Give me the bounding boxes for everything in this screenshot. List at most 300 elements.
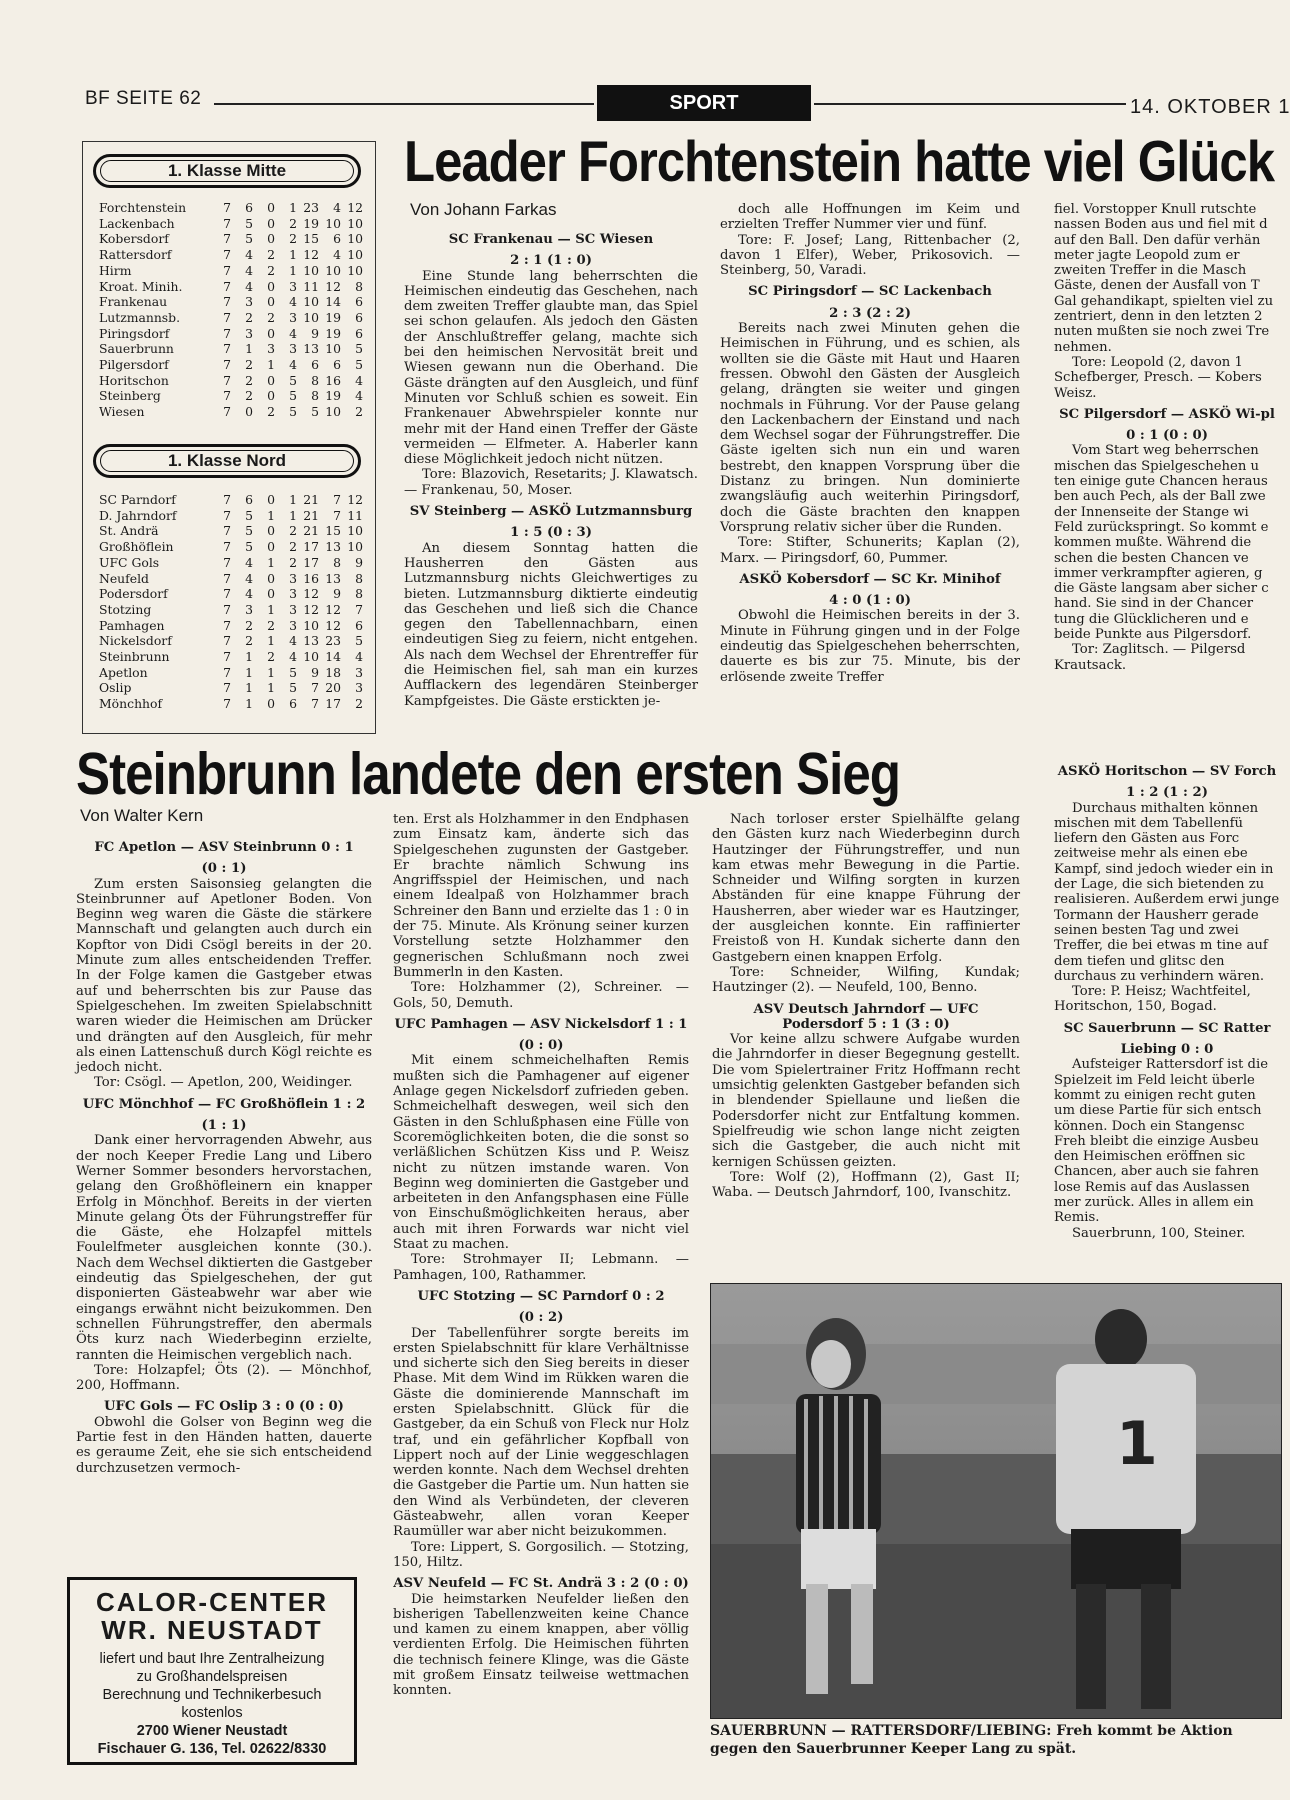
stat-cell: 7 xyxy=(223,294,231,310)
team-name: Mönchhof xyxy=(99,696,163,712)
table-row xyxy=(99,326,363,342)
match-title: ASV Neufeld — FC St. Andrä 3 : 2 (0 : 0) xyxy=(393,1576,689,1592)
paragraph: Obwohl die Golser von Beginn weg die Partie fest in den Händen hatten, dauerte es geraume Zeit, ehe sie sich entscheidend durchzusetzen vermoch- xyxy=(76,1414,372,1476)
stat-cell: 7 xyxy=(223,601,231,617)
scorers-line: Tore: Lippert, S. Gorgosilich. — Stotzing, 150, Hiltz. xyxy=(393,1539,689,1570)
stat-cell: 3 xyxy=(245,294,253,310)
stat-cell: 4 xyxy=(289,649,297,665)
paragraph: Vom Start weg beherrschen mischen das Spielgeschehen u ten einige gute Chancen heraus ben auch Pech, als der Ball zwe der Innenseite der Stange wi Feld zurückspringt. So kommt e kommen mußte. Während die schen die besten Chancen ve immer verkrampfter agieren, g die Gäste langsam aber sicher c hand. Sie sind in der Chancer tung die Glücklicheren und e beide Punkte aus Pilgersdorf. xyxy=(1054,443,1269,643)
stat-cell: 17 xyxy=(325,696,341,712)
paragraph: fiel. Vorstopper Knull rutschte nassen Boden aus und fiel mit d auf den Ball. Den dafür verhän meter jagte Leopold zum er zweiten Treffer in die Masch Gäste, denen der Ausfall von T Gal gehandikapt, spielten viel zu zentriert, denn in den letzten 2 nuten mußten sie noch zwei Tre nehmen. xyxy=(1054,202,1274,355)
stat-cell: 6 xyxy=(245,200,253,215)
table-row xyxy=(99,341,363,357)
table-row xyxy=(99,492,363,508)
article1-column3 xyxy=(1054,202,1280,673)
table-row xyxy=(99,665,363,681)
ad-title-1: CALOR-CENTER xyxy=(96,1587,328,1617)
stat-cell: 0 xyxy=(267,294,275,310)
stat-cell: 10 xyxy=(347,215,363,231)
stat-cell: 10 xyxy=(325,262,341,278)
stat-cell: 14 xyxy=(325,649,341,665)
page-number: BF SEITE 62 xyxy=(85,88,202,109)
table-row xyxy=(99,263,363,279)
jersey-number: 1 xyxy=(1116,1409,1158,1479)
stat-cell: 5 xyxy=(355,357,363,373)
match-title: 2 : 1 (1 : 0) xyxy=(510,253,592,269)
table-row xyxy=(99,357,363,373)
stat-cell: 7 xyxy=(223,200,231,215)
stat-cell: 12 xyxy=(325,617,341,633)
team-name: Rattersdorf xyxy=(99,247,172,263)
match-title: UFC Stotzing — SC Parndorf 0 : 2 xyxy=(417,1288,665,1304)
stat-cell: 0 xyxy=(267,200,275,215)
stat-cell: 1 xyxy=(267,633,275,649)
stat-cell: 20 xyxy=(325,680,341,696)
stat-cell: 4 xyxy=(245,570,253,586)
stat-cell: 3 xyxy=(289,586,297,602)
stat-cell: 6 xyxy=(355,617,363,633)
stat-cell: 6 xyxy=(333,357,341,373)
scorers-line: Tor: Csögl. — Apetlon, 200, Weidinger. xyxy=(94,1075,353,1091)
stat-cell: 7 xyxy=(223,372,231,388)
section-label-box xyxy=(597,85,811,121)
stat-cell: 1 xyxy=(289,200,297,215)
paragraph: Vor keine allzu schwere Aufgabe wurden die Jahrndorfer in dieser Begegnung gestellt. Die vom Spielertrainer Fritz Hoffmann recht umsichtig gelenkten Gastgeber befanden sich in blendender Spiellaune und ließen die Podersdorfer nicht zur Entfaltung kommen. Spielfreudig wie schon lange nicht zeigten sich die Gastgeber, die auch nicht mit kernigen Schüssen geizten. xyxy=(712,1032,1020,1170)
stat-cell: 16 xyxy=(325,372,341,388)
byline-kern: Von Walter Kern xyxy=(80,806,204,825)
team-name: UFC Gols xyxy=(99,554,160,570)
stat-cell: 1 xyxy=(267,601,275,617)
stat-cell: 1 xyxy=(289,247,297,263)
stat-cell: 19 xyxy=(325,388,341,404)
scorers-line: Tore: Blazovich, Resetarits; J. Klawatsch. — Frankenau, 50, Moser. xyxy=(404,467,698,498)
stat-cell: 8 xyxy=(311,388,319,404)
stat-cell: 4 xyxy=(355,372,363,388)
match-title: ASKÖ Kobersdorf — SC Kr. Minihof xyxy=(739,571,1001,587)
stat-cell: 7 xyxy=(311,696,319,712)
match-title: SC Piringsdorf — SC Lackenbach xyxy=(748,284,992,300)
stat-cell: 1 xyxy=(245,664,253,680)
article2-column1 xyxy=(76,834,372,1476)
stat-cell: 3 xyxy=(289,278,297,294)
stat-cell: 4 xyxy=(245,262,253,278)
stat-cell: 3 xyxy=(355,664,363,680)
headline-forchtenstein: Leader Forchtenstein hatte viel Glück xyxy=(404,129,1274,194)
stat-cell: 10 xyxy=(325,404,341,420)
scorers-line: Tore: F. Josef; Lang, Rittenbacher (2, davon 1 Elfer), Weber, Prikosovich. — Steinberg, 50, Varadi. xyxy=(720,232,1020,279)
team-name: Lutzmannsb. xyxy=(99,309,181,325)
scorers-line: Tore: Strohmayer II; Lebmann. — Pamhagen, 100, Rathammer. xyxy=(393,1252,689,1283)
stat-cell: 1 xyxy=(267,680,275,696)
stat-cell: 1 xyxy=(245,649,253,665)
paragraph: An diesem Sonntag hatten die Hausherren den Gästen aus Lutzmannsburg nichts Gleichwertiges zu bieten. Lutzmannsburg diktierte eindeutig das Geschehen und ließ sich die Chance gegen den Tabellennachbarn, einen eindeutigen Sieg zu feiern, nicht entgehen. Als nach dem Wechsel der Ehrentreffer für die Heimischen fiel, sah man ein kurzes Aufflackern des legendären Steinberger Kampfgeistes. Die Gäste erstickten je- xyxy=(404,540,698,709)
header-rule-left xyxy=(214,103,594,105)
stat-cell: 5 xyxy=(355,341,363,357)
stat-cell: 0 xyxy=(267,325,275,341)
stat-cell: 7 xyxy=(223,231,231,247)
table-row xyxy=(99,310,363,326)
paragraph: Bereits nach zwei Minuten gehen die Heimischen in Führung, und es schien, als wollten sie die Gäste mit Haut und Haaren fressen. Obwohl den Gästen der Ausgleich gelang, drängten sie weiter und gingen nochmals in Führung. Vor der Pause gelang den Lackenbachern der Einstand und nach dem Wechsel sogar der Führungstreffer. Die Gäste igelten sich nun ein und waren bestrebt, den knappen Vorsprung über die Distanz zu bringen. Nun dominierte zwangsläufig auch weiterhin Piringsdorf, doch die Gäste brachten den knappen Vorsprung relativ sicher über die Runden. xyxy=(720,321,1020,535)
match-title: SV Steinberg — ASKÖ Lutzmannsburg xyxy=(409,504,693,520)
match-title: 1 : 5 (0 : 3) xyxy=(510,525,592,541)
stat-cell: 7 xyxy=(223,492,231,507)
stat-cell: 2 xyxy=(245,633,253,649)
ad-text-2: zu Großhandelspreisen xyxy=(136,1669,288,1685)
stat-cell: 3 xyxy=(289,341,297,357)
paragraph: Eine Stunde lang beherrschten die Heimischen eindeutig das Geschehen, nach dem zweiten Treffer glaubte man, das Spiel sei schon gelaufen. Als jedoch den Gästen der Anschlußtreffer gelang, machte sich bei den heimischen Nervosität breit und Wiesen gewann nun die Oberhand. Die Gäste drängten auf den Ausgleich, und fünf Minuten vor Schluß schien es soweit. Ein Frankenauer Abwehrspieler konnte nur mehr mit der Hand einen Treffer der Gäste vermeiden — Elfmeter. A. Haberler kann diese Möglichkeit jedoch nicht nützen. xyxy=(404,268,698,468)
stat-cell: 4 xyxy=(245,278,253,294)
article1-column2 xyxy=(720,202,1020,685)
match-title: UFC Gols — FC Oslip 3 : 0 (0 : 0) xyxy=(104,1399,344,1415)
stat-cell: 0 xyxy=(245,404,253,420)
stat-cell: 0 xyxy=(267,586,275,602)
match-title: Liebing 0 : 0 xyxy=(1120,1042,1214,1058)
team-name: Forchtenstein xyxy=(99,200,187,215)
stat-cell: 0 xyxy=(267,570,275,586)
stat-cell: 7 xyxy=(311,680,319,696)
stat-cell: 11 xyxy=(303,278,319,294)
stat-cell: 5 xyxy=(245,539,253,555)
stat-cell: 7 xyxy=(223,309,231,325)
stat-cell: 6 xyxy=(333,231,341,247)
stat-cell: 1 xyxy=(267,554,275,570)
stat-cell: 7 xyxy=(223,696,231,712)
calor-center-ad xyxy=(67,1577,357,1765)
table-row xyxy=(99,602,363,618)
stat-cell: 1 xyxy=(245,341,253,357)
team-name: D. Jahrndorf xyxy=(99,507,177,523)
team-name: Horitschon xyxy=(99,372,169,388)
stat-cell: 3 xyxy=(289,617,297,633)
stat-cell: 4 xyxy=(333,247,341,263)
stat-cell: 2 xyxy=(267,649,275,665)
stat-cell: 1 xyxy=(267,664,275,680)
stat-cell: 2 xyxy=(267,617,275,633)
stat-cell: 9 xyxy=(311,664,319,680)
stat-cell: 2 xyxy=(355,696,363,712)
team-name: Wiesen xyxy=(99,404,145,420)
stat-cell: 3 xyxy=(355,680,363,696)
match-title: (1 : 1) xyxy=(201,1118,247,1134)
stat-cell: 7 xyxy=(223,523,231,539)
stat-cell: 1 xyxy=(289,262,297,278)
match-title: 4 : 0 (1 : 0) xyxy=(829,593,911,609)
stat-cell: 11 xyxy=(347,507,363,523)
scorers-line: Tore: Stifter, Schunerits; Kaplan (2), Marx. — Piringsdorf, 60, Pummer. xyxy=(720,535,1020,566)
stat-cell: 10 xyxy=(303,309,319,325)
stat-cell: 7 xyxy=(223,554,231,570)
stat-cell: 7 xyxy=(223,388,231,404)
stat-cell: 2 xyxy=(289,539,297,555)
stat-cell: 2 xyxy=(289,215,297,231)
stat-cell: 7 xyxy=(223,262,231,278)
stat-cell: 0 xyxy=(267,372,275,388)
stat-cell: 8 xyxy=(355,278,363,294)
match-photo xyxy=(710,1283,1282,1719)
table-row xyxy=(99,388,363,404)
stat-cell: 10 xyxy=(303,262,319,278)
table-title-nord: 1. Klasse Nord xyxy=(93,444,361,478)
team-name: Stotzing xyxy=(99,601,152,617)
stat-cell: 2 xyxy=(289,554,297,570)
stat-cell: 5 xyxy=(311,404,319,420)
stat-cell: 15 xyxy=(303,231,319,247)
match-title: ASKÖ Horitschon — SV Forch xyxy=(1057,764,1277,779)
stat-cell: 10 xyxy=(347,539,363,555)
stat-cell: 7 xyxy=(223,664,231,680)
article1-column1 xyxy=(404,226,698,709)
stat-cell: 5 xyxy=(289,664,297,680)
article2-column3 xyxy=(712,812,1020,1200)
table-row xyxy=(99,508,363,524)
stat-cell: 7 xyxy=(223,247,231,263)
match-title: UFC Pamhagen — ASV Nickelsdorf 1 : 1 xyxy=(394,1016,688,1032)
match-title: ASV Deutsch Jahrndorf — UFC Podersdorf 5 : 1 (3 : 0) xyxy=(753,1001,979,1032)
scorers-line: Tore: Holzhammer (2), Schreiner. — Gols, 50, Demuth. xyxy=(393,980,689,1011)
stat-cell: 7 xyxy=(223,617,231,633)
stat-cell: 1 xyxy=(267,357,275,373)
match-title: SC Sauerbrunn — SC Ratter xyxy=(1063,1020,1271,1036)
stat-cell: 5 xyxy=(289,404,297,420)
stat-cell: 1 xyxy=(289,507,297,523)
match-title: (0 : 2) xyxy=(518,1310,564,1326)
stat-cell: 23 xyxy=(325,633,341,649)
stat-cell: 7 xyxy=(223,680,231,696)
stat-cell: 2 xyxy=(267,404,275,420)
match-title: SC Pilgersdorf — ASKÖ Wi-pl xyxy=(1059,406,1275,422)
stat-cell: 16 xyxy=(303,570,319,586)
team-name: Apetlon xyxy=(99,664,148,680)
paragraph: Mit einem schmeichelhaften Remis mußten sich die Pamhagener auf eigener Anlage gegen Nickelsdorf zufrieden geben. Schmeichelhaft deswegen, weil sich den Gästen in den Schlußphasen eine Fülle von Scoremöglichkeiten boten, die die sonst so verläßlichen Schützen Kiss und P. Weisz nicht zu nützen imstande waren. Von Beginn weg dominierten die Gastgeber und arbeiteten in den Anfangsphasen eine Fülle von Einschußmöglichkeiten heraus, aber auch mit ihren Forwards war nicht viel Staat zu machen. xyxy=(393,1053,689,1253)
paragraph: Aufsteiger Rattersdorf ist die Spielzeit im Feld leicht überle kommt zu einigen recht guten um diese Partie für sich entsch können. Doch ein Stangensc Freh bleibt die einzige Ausbeu den Heimischen eröffnen sic Chancen, aber auch sie fahren lose Remis auf das Auslassen mer zurück. Alles in allem ein Remis. xyxy=(1054,1057,1268,1226)
stat-cell: 12 xyxy=(325,601,341,617)
stat-cell: 4 xyxy=(245,247,253,263)
stat-cell: 5 xyxy=(355,633,363,649)
stat-cell: 3 xyxy=(289,601,297,617)
stat-cell: 10 xyxy=(347,523,363,539)
issue-date: 14. OKTOBER 1 xyxy=(1130,96,1290,118)
stat-cell: 18 xyxy=(325,664,341,680)
stat-cell: 1 xyxy=(267,507,275,523)
team-name: Kroat. Minih. xyxy=(99,278,183,294)
team-name: Nickelsdorf xyxy=(99,633,172,649)
stat-cell: 3 xyxy=(245,601,253,617)
stat-cell: 8 xyxy=(333,554,341,570)
table-row xyxy=(99,279,363,295)
table-row xyxy=(99,247,363,263)
table-row xyxy=(99,539,363,555)
stat-cell: 4 xyxy=(355,388,363,404)
team-name: Hirm xyxy=(99,262,132,278)
team-name: Sauerbrunn xyxy=(99,341,174,357)
stat-cell: 21 xyxy=(303,507,319,523)
stat-cell: 12 xyxy=(303,247,319,263)
stat-cell: 0 xyxy=(267,388,275,404)
stat-cell: 10 xyxy=(347,247,363,263)
team-name: Großhöflein xyxy=(99,539,174,555)
headline-steinbrunn: Steinbrunn landete den ersten Sieg xyxy=(76,741,900,808)
stat-cell: 13 xyxy=(325,570,341,586)
stat-cell: 10 xyxy=(325,341,341,357)
table-row xyxy=(99,555,363,571)
stat-cell: 12 xyxy=(303,601,319,617)
stat-cell: 10 xyxy=(347,231,363,247)
stat-cell: 7 xyxy=(223,633,231,649)
ad-text-4: kostenlos xyxy=(181,1705,243,1721)
match-title: FC Apetlon — ASV Steinbrunn 0 : 1 xyxy=(94,840,354,855)
stat-cell: 14 xyxy=(325,294,341,310)
stat-cell: 5 xyxy=(289,372,297,388)
team-name: Pamhagen xyxy=(99,617,165,633)
stat-cell: 12 xyxy=(347,492,363,507)
stat-cell: 19 xyxy=(325,325,341,341)
match-title: SC Frankenau — SC Wiesen xyxy=(448,232,654,247)
ad-text-1: liefert und baut Ihre Zentralheizung xyxy=(99,1651,325,1667)
table-row xyxy=(99,571,363,587)
paragraph: Sauerbrunn, 100, Steiner. xyxy=(1072,1225,1246,1241)
stat-cell: 21 xyxy=(303,523,319,539)
stat-cell: 10 xyxy=(347,262,363,278)
table-row xyxy=(99,618,363,634)
stat-cell: 0 xyxy=(267,523,275,539)
standings-box xyxy=(82,141,376,734)
table-row xyxy=(99,586,363,602)
stat-cell: 3 xyxy=(289,570,297,586)
photo-illustration xyxy=(711,1284,1281,1718)
stat-cell: 9 xyxy=(355,554,363,570)
match-title: (0 : 1) xyxy=(201,861,247,877)
stat-cell: 6 xyxy=(245,492,253,507)
stat-cell: 4 xyxy=(289,357,297,373)
table-row xyxy=(99,294,363,310)
stat-cell: 7 xyxy=(223,586,231,602)
stat-cell: 17 xyxy=(303,539,319,555)
stat-cell: 7 xyxy=(223,357,231,373)
stat-cell: 2 xyxy=(267,247,275,263)
team-name: St. Andrä xyxy=(99,523,159,539)
stat-cell: 2 xyxy=(245,388,253,404)
table-row xyxy=(99,373,363,389)
photo-caption: SAUERBRUNN — RATTERSDORF/LIEBING: Freh kommt be Aktion gegen den Sauerbrunner Keeper Lang zu spät. xyxy=(710,1723,1233,1757)
stat-cell: 2 xyxy=(267,309,275,325)
match-title: UFC Mönchhof — FC Großhöflein 1 : 2 xyxy=(82,1096,366,1112)
stat-cell: 7 xyxy=(355,601,363,617)
stat-cell: 5 xyxy=(245,523,253,539)
table-row xyxy=(99,404,363,420)
stat-cell: 2 xyxy=(245,309,253,325)
stat-cell: 5 xyxy=(289,680,297,696)
stat-cell: 0 xyxy=(267,696,275,712)
stat-cell: 2 xyxy=(267,262,275,278)
stat-cell: 7 xyxy=(223,215,231,231)
stat-cell: 7 xyxy=(333,492,341,507)
stat-cell: 0 xyxy=(267,231,275,247)
paragraph: Der Tabellenführer sorgte bereits im ersten Spielabschnitt für klare Verhältnisse und sicherte sich den Sieg bereits in dieser Phase. Mit dem Wind im Rükken waren die Gäste die dominierende Mannschaft im ersten Spielabschnitt. Glück für die Gastgeber, da ein Schuß von Fleck nur Holz traf, und ein gefährlicher Kopfball von Lippert noch auf der Linie weggeschlagen werden konnte. Nach dem Wechsel drehten die Gastgeber die Partie um. Nun hatten sie den Wind als Verbündeten, der cleveren Gästeabwehr, allen voran Keeper Raumüller war aber nicht beizukommen. xyxy=(393,1325,689,1540)
team-name: Neufeld xyxy=(99,570,149,586)
table-row xyxy=(99,200,363,216)
stat-cell: 7 xyxy=(333,507,341,523)
article2-column4 xyxy=(1054,758,1280,1241)
match-title: (0 : 0) xyxy=(518,1038,564,1054)
stat-cell: 13 xyxy=(303,341,319,357)
stat-cell: 6 xyxy=(355,294,363,310)
stat-cell: 4 xyxy=(355,649,363,665)
stat-cell: 19 xyxy=(325,309,341,325)
table-row xyxy=(99,680,363,696)
table-row xyxy=(99,523,363,539)
team-name: Kobersdorf xyxy=(99,231,169,247)
stat-cell: 2 xyxy=(289,231,297,247)
stat-cell: 7 xyxy=(223,404,231,420)
stat-cell: 1 xyxy=(245,696,253,712)
team-name: Frankenau xyxy=(99,294,168,310)
stat-cell: 7 xyxy=(223,570,231,586)
stat-cell: 2 xyxy=(355,404,363,420)
stat-cell: 13 xyxy=(325,539,341,555)
stat-cell: 15 xyxy=(325,523,341,539)
stat-cell: 0 xyxy=(267,492,275,507)
scorers-line: Tore: Wolf (2), Hoffmann (2), Gast II; Waba. — Deutsch Jahrndorf, 100, Ivanschitz. xyxy=(712,1169,1020,1201)
scorers-line: Tore: Schneider, Wilfing, Kundak; Hautzinger (2). — Neufeld, 100, Benno. xyxy=(712,964,1020,996)
match-title: 0 : 1 (0 : 0) xyxy=(1126,428,1208,444)
stat-cell: 10 xyxy=(303,617,319,633)
stat-cell: 5 xyxy=(245,215,253,231)
stat-cell: 21 xyxy=(303,492,319,507)
stat-cell: 0 xyxy=(267,215,275,231)
stat-cell: 5 xyxy=(289,388,297,404)
paragraph: doch alle Hoffnungen im Keim und erzielten Treffer Nummer vier und fünf. xyxy=(720,202,1020,233)
stat-cell: 8 xyxy=(355,570,363,586)
table-row xyxy=(99,633,363,649)
stat-cell: 3 xyxy=(267,341,275,357)
team-name: Piringsdorf xyxy=(99,325,170,341)
stat-cell: 2 xyxy=(245,357,253,373)
team-name: Oslip xyxy=(99,680,132,696)
stat-cell: 23 xyxy=(303,200,319,215)
stat-cell: 6 xyxy=(355,309,363,325)
scorers-line: Tore: Holzapfel; Öts (2). — Mönchhof, 200, Hoffmann. xyxy=(76,1362,372,1394)
stat-cell: 10 xyxy=(325,215,341,231)
paragraph: Obwohl die Heimischen bereits in der 3. Minute in Führung gingen und in der Folge eindeutig das Spielgeschehen beherrschten, dauerte es bis zur 75. Minute, bis der erlösende zweite Treffer xyxy=(720,608,1020,685)
stat-cell: 2 xyxy=(245,372,253,388)
stat-cell: 7 xyxy=(223,539,231,555)
stat-cell: 6 xyxy=(355,325,363,341)
stat-cell: 1 xyxy=(289,492,297,507)
team-name: SC Parndorf xyxy=(99,492,176,507)
stat-cell: 12 xyxy=(303,586,319,602)
stat-cell: 10 xyxy=(303,649,319,665)
standings-table-mitte xyxy=(99,200,363,420)
ad-text-3: Berechnung und Technikerbesuch xyxy=(102,1687,322,1703)
stat-cell: 4 xyxy=(289,294,297,310)
header-rule-right xyxy=(814,103,1126,105)
paragraph: Zum ersten Saisonsieg gelangten die Steinbrunner auf Apetloner Boden. Von Beginn weg waren die Gäste die stärkere Mannschaft und gelangten auch durch ein Kopftor von Didi Csögl bereits in der 20. Minute zum alles entscheidenden Treffer. In der Folge kamen die Gastgeber etwas auf und beherrschten bis zur Pause das Spielgeschehen. Im zweiten Spielabschnitt waren wieder die Heimischen am Drücker und drängten auf den Ausgleich, für mehr als einen Lattenschuß durch Kögl reichte es jedoch nicht. xyxy=(76,876,372,1076)
stat-cell: 3 xyxy=(245,325,253,341)
stat-cell: 4 xyxy=(245,554,253,570)
stat-cell: 2 xyxy=(245,617,253,633)
stat-cell: 9 xyxy=(333,586,341,602)
paragraph: Durchaus mithalten können mischen mit dem Tabellenfü liefern den Gästen aus Forc zeitweise mehr als einen ebe Kampf, sind jedoch wieder ein in der Lage, die sich bietenden zu realisieren. Außerdem erwi junge Tormann der Hausherr gerade seinen besten Tag und zwei Treffer, die bei etwas m tine auf dem tiefen und glitsc den durchaus zu verhindern wären. xyxy=(1054,800,1280,984)
section-label: SPORT xyxy=(669,92,739,114)
stat-cell: 2 xyxy=(289,523,297,539)
team-name: Lackenbach xyxy=(99,215,175,231)
stat-cell: 7 xyxy=(223,325,231,341)
stat-cell: 7 xyxy=(223,649,231,665)
table-row xyxy=(99,216,363,232)
article2-column2 xyxy=(393,812,689,1699)
stat-cell: 7 xyxy=(223,507,231,523)
stat-cell: 5 xyxy=(245,231,253,247)
